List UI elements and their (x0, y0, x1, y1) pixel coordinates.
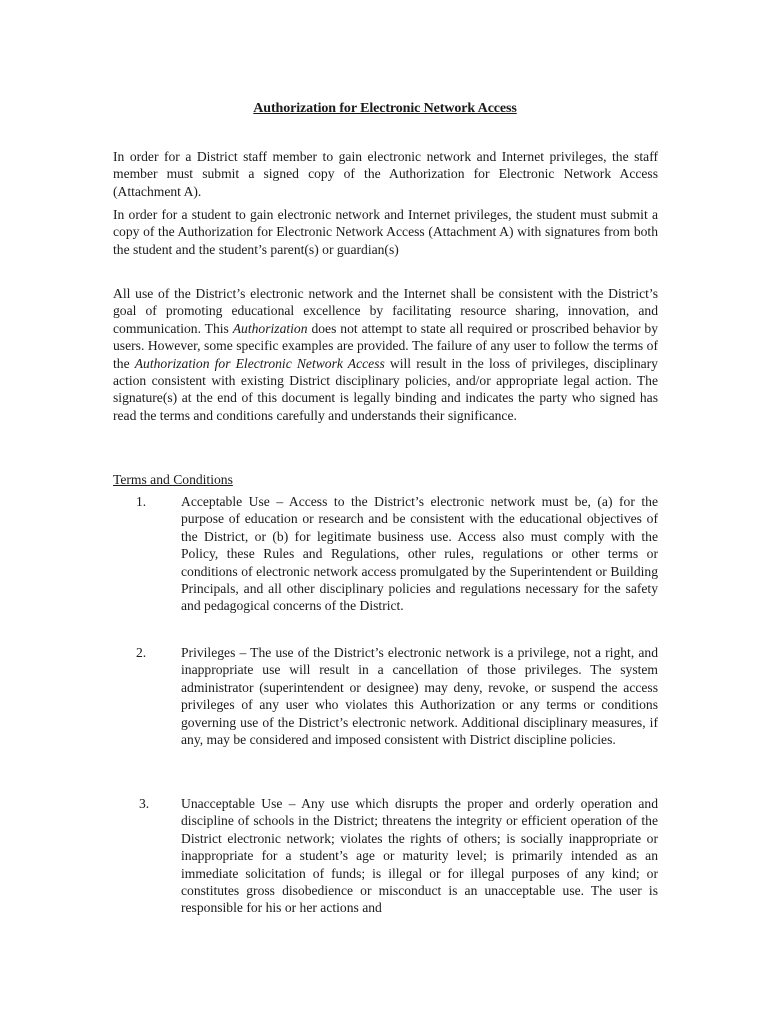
policy-italic-authorization: Authorization (232, 320, 308, 336)
document-title: Authorization for Electronic Network Access (253, 101, 517, 116)
staff-access-paragraph: In order for a District staff member to gain electronic network and Internet privileges, the staff member must submit a signed copy of the Authorization for Electronic Network Access (Attachment A). (113, 149, 658, 199)
term-text: Unacceptable Use – Any use which disrupts the proper and orderly operation and discipline of schools in the District; threatens the integrity or efficient operation of the District electronic network; violates the rights of others; is socially inappropriate or inappropriate for a student’s age or maturity level; is primarily intended as an immediate solicitation of funds; is illegal or for illegal purposes of any kind; or constitutes gross disobedience or misconduct is an unacceptable use. The user is responsible for his or her actions and (181, 796, 658, 916)
terms-heading: Terms and Conditions (113, 472, 233, 487)
policy-italic-authorization-full: Authorization for Electronic Network Access (134, 355, 385, 371)
term-number: 3. (139, 796, 150, 811)
term-text: Privileges – The use of the District’s electronic network is a privilege, not a right, and inappropriate use will result in a cancellation of those privileges. The system administrator (superintendent or designee) may deny, revoke, or suspend the access privileges of any user who violates this Authorization or any terms or conditions governing use of the District’s electronic network. Additional disciplinary measures, if any, may be considered and imposed consistent with District discipline policies. (181, 645, 658, 748)
term-number: 1. (136, 494, 147, 509)
term-text: Acceptable Use – Access to the District’s electronic network must be, (a) for the purpose of education or research and be consistent with the educational objectives of the District, or (b) for legitimate business use. Access also must comply with the Policy, these Rules and Regulations, other rules, regulations or other terms or conditions of electronic network access promulgated by the Superintendent or Building Principals, and all other disciplinary policies and regulations necessary for the safety and pedagogical concerns of the District. (181, 494, 658, 614)
policy-text-part-2: does not attempt to state all required or proscribed behavior by users. However, some specific examples are provided. The failure of any user to follow the terms of the (113, 320, 658, 371)
policy-text-part-3: will result in the loss of privileges, disciplinary action consistent with existing District disciplinary policies, and/or appropriate legal action. The signature(s) at the end of this document is legally binding and indicates the party who signed has read the terms and conditions carefully and understands their significance. (113, 355, 658, 423)
policy-text-part-1: All use of the District’s electronic network and the Internet shall be consistent with the District’s goal of promoting educational excellence by facilitating resource sharing, innovation, and communication. This (113, 286, 658, 336)
usage-policy-paragraph (113, 285, 658, 424)
student-access-paragraph: In order for a student to gain electronic network and Internet privileges, the student must submit a copy of the Authorization for Electronic Network Access (Attachment A) with signatures from both the student and the student’s parent(s) or guardian(s) (113, 207, 658, 257)
term-number: 2. (136, 645, 147, 660)
